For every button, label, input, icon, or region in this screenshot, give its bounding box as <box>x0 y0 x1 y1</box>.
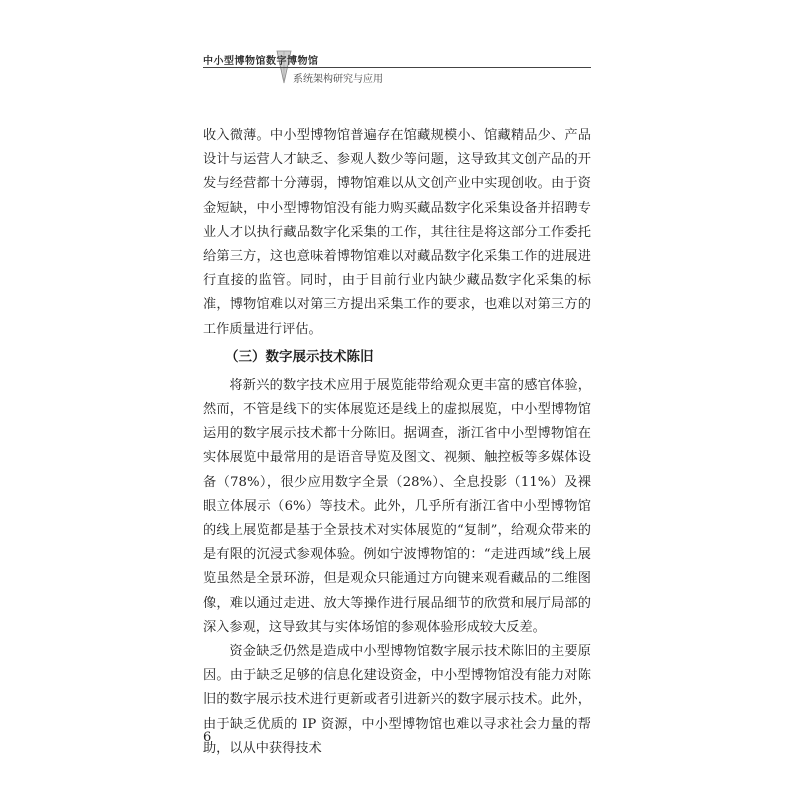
section-heading: （三）数字展示技术陈旧 <box>225 348 374 365</box>
book-title: 中小型博物馆数字博物馆 <box>203 56 319 67</box>
page-number: 6 <box>203 730 212 745</box>
running-header <box>203 47 593 87</box>
paragraph-continued: 收入微薄。中小型博物馆普遍存在馆藏规模小、馆藏精品少、产品设计与运营人才缺乏、参观人数少等问题，这导致其文创产品的开发与经营都十分薄弱，博物馆难以从文创产业中实现创收。由于资金短缺，中小型博物馆没有能力购买藏品数字化采集设备并招聘专业人才以执行藏品数字化采集的工作，其往往是将这部分工作委托给第三方，这也意味着博物馆难以对藏品数字化采集工作的进展进行直接的监管。同时，由于目前行业内缺少藏品数字化采集的标准，博物馆难以对第三方提出采集工作的要求，也难以对第三方的工作质量进行评估。 <box>203 128 591 337</box>
paragraph: 将新兴的数字技术应用于展览能带给观众更丰富的感官体验，然而，不管是线下的实体展览还是线上的虚拟展览，中小型博物馆运用的数字展示技术都十分陈旧。据调查，浙江省中小型博物馆在实体展览中最常用的是语音导览及图文、视频、触控板等多媒体设备（78%），很少应用数字全景（28%）、全息投影（11%）及裸眼立体展示（6%）等技术。此外，几乎所有浙江省中小型博物馆的线上展览都是基于全景技术对实体展览的“复制”，给观众带来的是有限的沉浸式参观体验。例如宁波博物馆的：“走进西域”线上展览虽然是全景环游，但是观众只能通过方向键来观看藏品的二维图像，难以通过走进、放大等操作进行展品细节的欣赏和展厅局部的深入参观，这导致其与实体场馆的参观体验形成较大反差。 <box>203 377 591 635</box>
paragraph: 资金缺乏仍然是造成中小型博物馆数字展示技术陈旧的主要原因。由于缺乏足够的信息化建设资金，中小型博物馆没有能力对陈旧的数字展示技术进行更新或者引进新兴的数字展示技术。此外，由于缺乏优质的 IP 资源，中小型博物馆也难以寻求社会力量的帮助，以从中获得技术 <box>203 644 591 756</box>
body-text <box>203 124 591 761</box>
header-rule <box>203 67 591 68</box>
book-subtitle: 系统架构研究与应用 <box>293 74 383 85</box>
